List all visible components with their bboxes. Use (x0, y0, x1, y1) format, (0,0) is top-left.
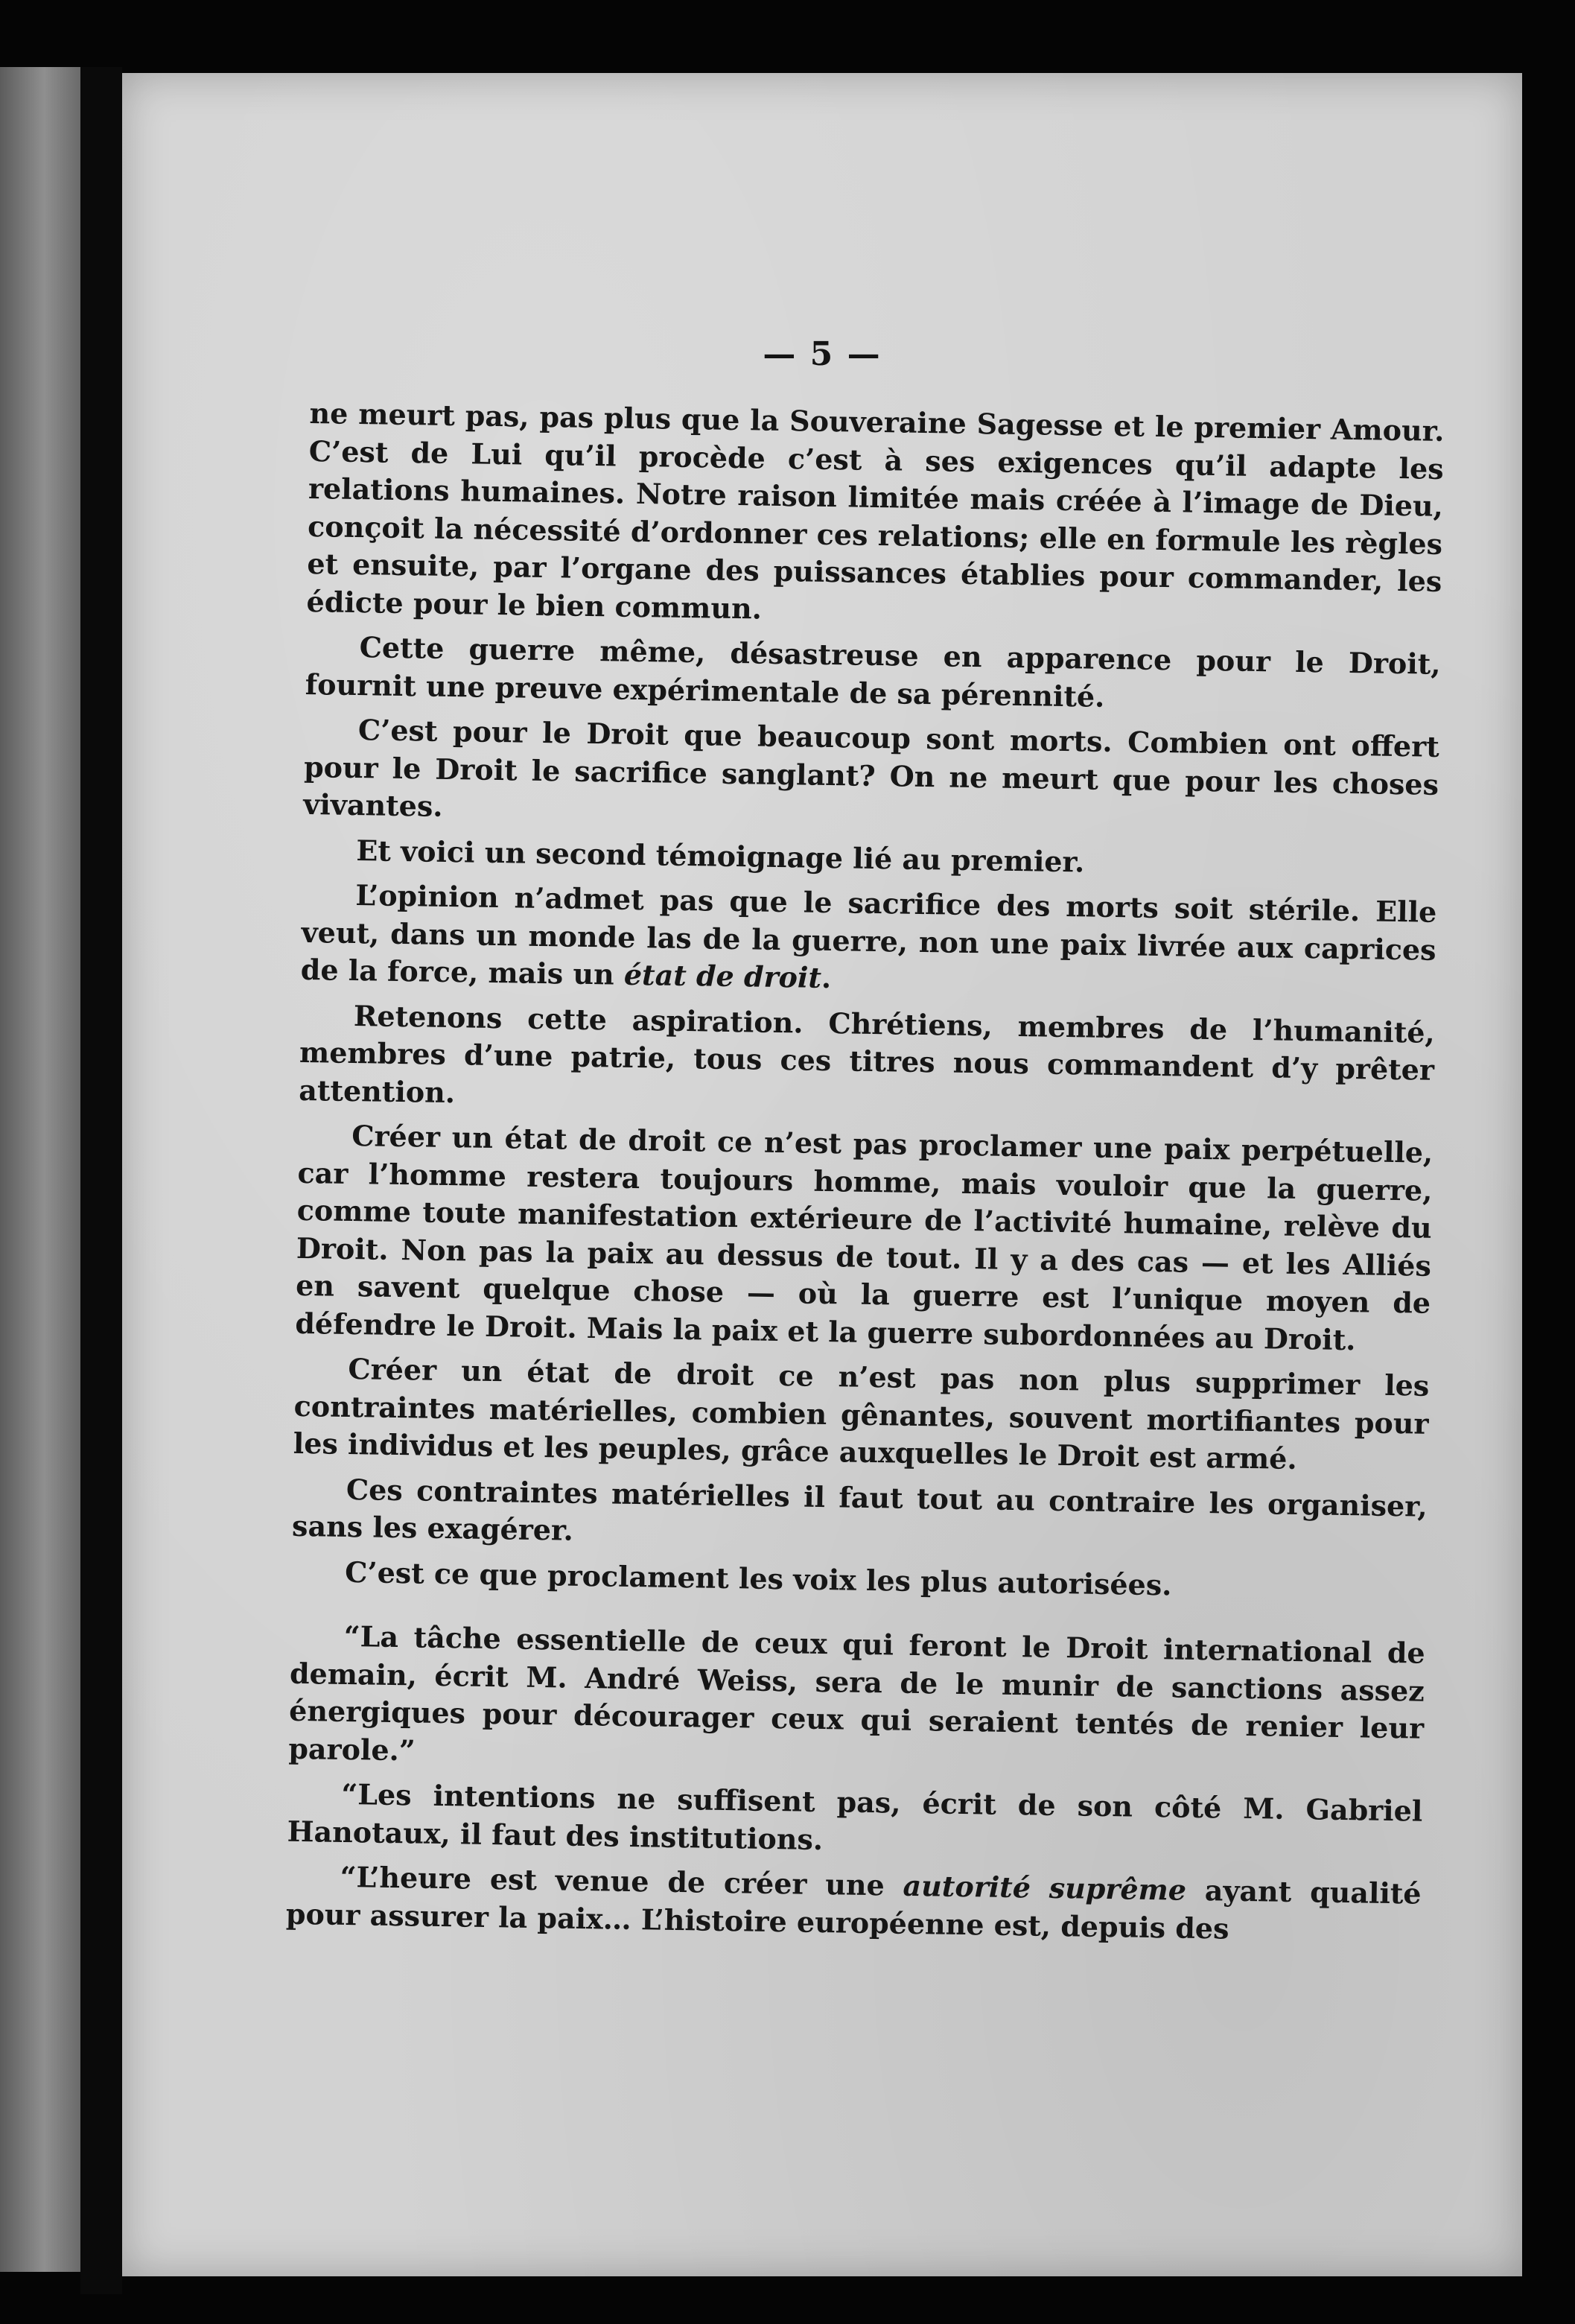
paragraph-2: Cette guerre même, désastreuse en apparence pour le Droit, fournit une preuve expérimentale de sa pérennité. (305, 630, 1441, 714)
quote-text: “L’heure est venue de créer une (340, 1859, 904, 1902)
paragraph-5-text: L’opinion n’admet pas que le sacrifice des morts soit stérile. Elle veut, dans un monde las de la guerre, non une paix livrée aux caprices de la force, mais un (300, 878, 1437, 991)
paragraph-9: Ces contraintes matérielles il faut tout au contraire les organiser, sans les exagérer. (291, 1472, 1428, 1547)
quote-weiss: “La tâche essentielle de ceux qui feront le Droit international de demain, écrit M. André Weiss, sera de le munir de sanctions assez énergiques pour décourager ceux qui seraient tentés de renier leur parole.” (288, 1619, 1426, 1767)
paragraph-6: Retenons cette aspiration. Chrétiens, membres de l’humanité, membres d’une patrie, tous ces titres nous commandent d’y prêter attention. (298, 998, 1436, 1109)
book-page (122, 73, 1522, 2276)
body-text (285, 395, 1444, 1958)
quote-text-end: ayant qualité pour assurer la paix… L’histoire européenne est, depuis des (285, 1873, 1422, 1946)
paragraph-8: Créer un état de droit ce n’est pas non plus supprimer les contraintes matérielles, combien gênantes, souvent mortifiantes pour les individus et les peuples, grâce auxquelles le Droit est armé. (293, 1351, 1430, 1476)
paragraph-4: Et voici un second témoignage lié au premier. (356, 833, 1085, 878)
paragraph-10: C’est ce que proclament les voix les plus autorisées. (344, 1555, 1172, 1601)
page-number: — 5 — (763, 335, 882, 373)
paragraph-5-end: . (821, 960, 832, 995)
paragraph-5-italic: état de droit (623, 957, 822, 994)
paragraph-7: Créer un état de droit ce n’est pas proclamer une paix perpétuelle, car l’homme restera toujours homme, mais vouloir que la guerre, comme toute manifestation extérieure de l’activité humaine, relève du Droit. Non pas la paix au dessus de tout. Il y a des cas — et les Alliés en savent quelque chose — où la guerre est l’unique moyen de défendre le Droit. Mais la paix et la guerre subordonnées au Droit. (295, 1119, 1434, 1356)
paragraph-1: ne meurt pas, pas plus que la Souveraine Sagesse et le premier Amour. C’est de Lui qu’il procède c’est à ses exigences qu’il adapte les relations humaines. Notre raison limitée mais créée à l’image de Dieu, conçoit la nécessité d’ordonner ces relations; elle en formule les règles et ensuite, par l’organe des puissances établies pour commander, les édicte pour le bien commun. (306, 396, 1445, 626)
paragraph-3: C’est pour le Droit que beaucoup sont morts. Combien ont offert pour le Droit le sacrifice sanglant? On ne meurt que pour les choses vivantes. (303, 713, 1440, 823)
paragraph-5 (300, 876, 1436, 1006)
facing-page-edge (0, 67, 80, 2272)
quote-hanotaux: “Les intentions ne suffisent pas, écrit de son côté M. Gabriel Hanotaux, il faut des institutions. (287, 1777, 1423, 1856)
quote-hanotaux-continued (286, 1858, 1422, 1951)
quote-italic: autorité suprême (903, 1868, 1187, 1907)
book-spine-shadow (80, 67, 122, 2294)
